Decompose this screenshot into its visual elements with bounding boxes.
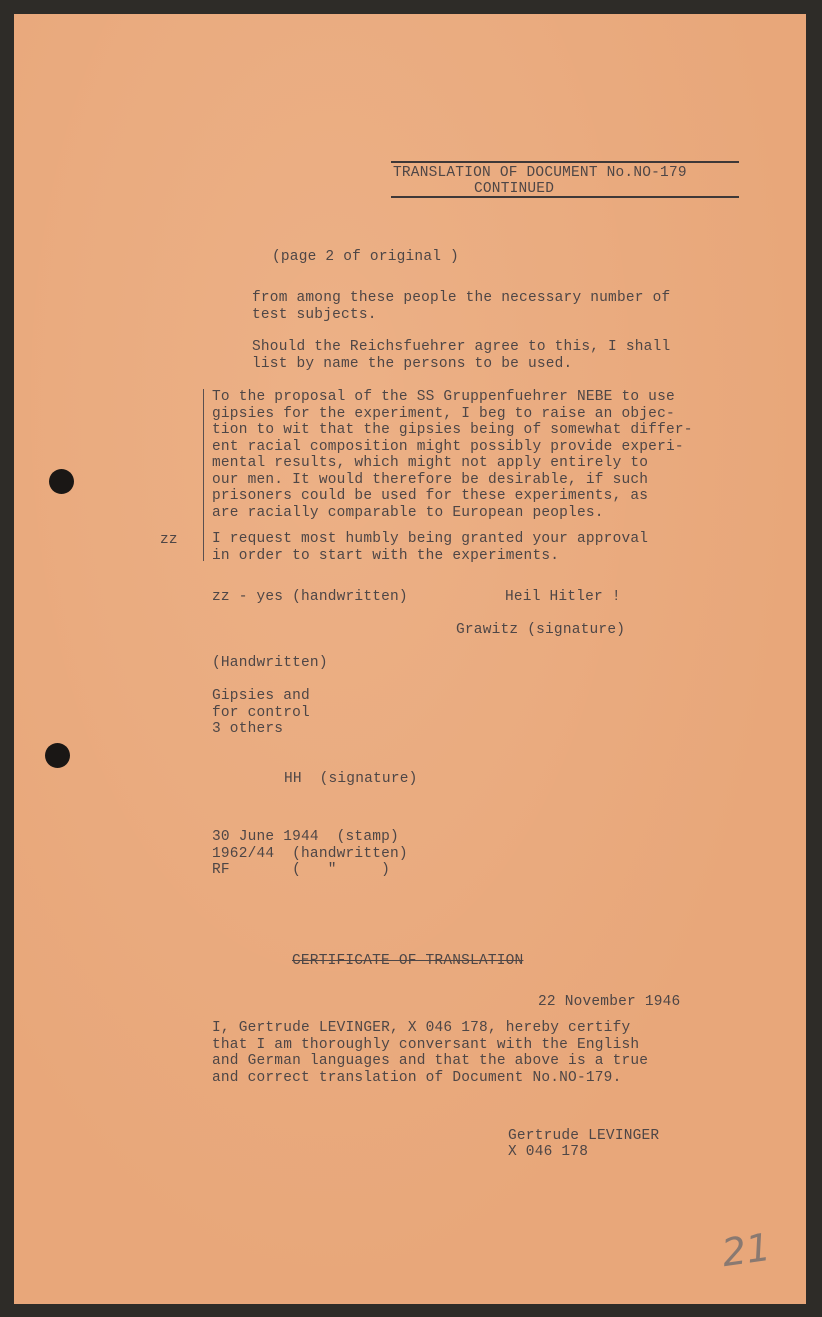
paragraph-reichsfuehrer: Should the Reichsfuehrer agree to this, I shall list by name the persons to be used. [252,339,671,372]
pencil-page-number: 21 [719,1224,774,1276]
zz-margin-mark: zz [160,532,178,548]
punch-hole-top [49,469,74,494]
certificate-body: I, Gertrude LEVINGER, X 046 178, hereby certify that I am thoroughly conversant with the English and German languages and that the above is a true and correct translation of Document No.NO-179. [212,1020,649,1086]
stamp-block: 30 June 1944 (stamp) 1962/44 (handwritten) RF ( " ) [212,829,408,878]
header-rule-bottom [391,196,739,198]
paragraph-objection: To the proposal of the SS Gruppenfuehrer NEBE to use gipsies for the experiment, I beg to raise an objec- tion to wit that the gipsies being of somewhat differ- ent racial composition might possibly provide experi- mental results, which might not apply entirely to our men. It would therefore be desirable, if such prisoners could be used for these experiments, as are racially comparable to European peoples. [212,389,693,521]
translator-id: X 046 178 [508,1144,589,1160]
paragraph-request: I request most humbly being granted your approval in order to start with the experiments. [212,531,649,564]
document-page [14,14,806,1304]
certificate-title: CERTIFICATE OF TRANSLATION [292,953,524,969]
punch-hole-bottom [45,743,70,768]
page-marker: (page 2 of original ) [272,249,459,265]
header-subtitle: CONTINUED [474,181,555,197]
salute: Heil Hitler ! [505,589,621,605]
handwritten-note: Gipsies and for control 3 others [212,688,310,737]
paragraph-test-subjects: from among these people the necessary number of test subjects. [252,290,671,323]
header-rule-top [391,161,739,163]
hh-signature: HH (signature) [284,771,418,787]
header-title: TRANSLATION OF DOCUMENT No.NO-179 [393,165,687,181]
grawitz-signature: Grawitz (signature) [456,622,626,638]
margin-bracket [203,389,204,561]
translator-name: Gertrude LEVINGER [508,1128,660,1144]
handwritten-label: (Handwritten) [212,655,328,671]
certificate-date: 22 November 1946 [538,994,681,1010]
zz-yes-note: zz - yes (handwritten) [212,589,408,605]
